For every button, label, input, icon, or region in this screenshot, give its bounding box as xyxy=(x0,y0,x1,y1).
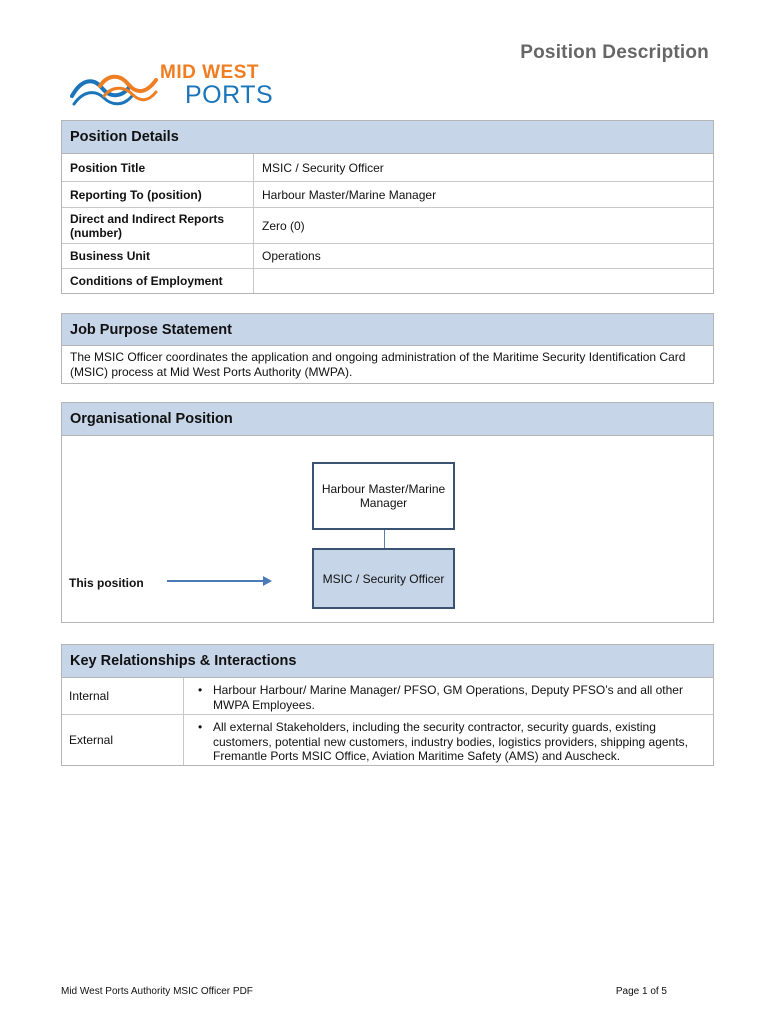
relationship-value xyxy=(184,715,713,765)
arrow-right-icon xyxy=(167,575,273,587)
details-value: Zero (0) xyxy=(262,218,305,233)
org-position-section xyxy=(61,402,714,623)
job-purpose-heading: Job Purpose Statement xyxy=(62,314,713,346)
relationship-row xyxy=(62,715,713,765)
details-label: Business Unit xyxy=(62,244,254,268)
details-row xyxy=(62,208,713,244)
details-value: Operations xyxy=(262,249,321,263)
job-purpose-section xyxy=(61,313,714,384)
org-chart-connector xyxy=(384,530,385,548)
relationship-row xyxy=(62,678,713,715)
job-purpose-text: The MSIC Officer coordinates the application and ongoing administration of the Maritime Security Identification Card (MSIC) process at Mid West Ports Authority (MWPA). xyxy=(70,350,686,379)
relationship-value xyxy=(184,678,713,714)
details-row xyxy=(62,154,713,182)
logo-text-mid-west: MID WEST xyxy=(160,62,259,83)
footer-page-number: Page 1 of 5 xyxy=(615,986,667,997)
org-position-heading: Organisational Position xyxy=(62,403,713,436)
document-title: Position Description xyxy=(520,42,709,63)
position-details-section xyxy=(61,120,714,294)
details-row xyxy=(62,182,713,208)
details-label: Conditions of Employment xyxy=(62,269,254,293)
footer-document-name: Mid West Ports Authority MSIC Officer PDF xyxy=(61,986,253,997)
position-details-heading: Position Details xyxy=(62,121,713,154)
wave-logo-icon xyxy=(70,66,160,110)
logo-text-ports: PORTS xyxy=(185,81,274,109)
bullet-point: • xyxy=(198,720,203,734)
key-relationships-section xyxy=(61,644,714,766)
details-value: MSIC / Security Officer xyxy=(262,160,384,175)
key-relationships-heading: Key Relationships & Interactions xyxy=(62,645,713,678)
details-label: Reporting To (position) xyxy=(62,182,254,207)
details-value: Harbour Master/Marine Manager xyxy=(262,187,437,202)
details-label: Position Title xyxy=(62,154,254,181)
relationship-label: Internal xyxy=(62,678,184,714)
org-chart-this-position-box: MSIC / Security Officer xyxy=(312,548,455,609)
details-value xyxy=(254,269,713,293)
this-position-label: This position xyxy=(69,576,144,590)
org-chart-manager-box: Harbour Master/Marine Manager xyxy=(312,462,455,530)
relationship-text: Harbour Harbour/ Marine Manager/ PFSO, GM Operations, Deputy PFSO’s and all other MWPA Employees. xyxy=(213,683,683,712)
details-row xyxy=(62,244,713,269)
details-row xyxy=(62,269,713,293)
details-label: Direct and Indirect Reports (number) xyxy=(62,208,254,243)
mid-west-ports-logo xyxy=(70,60,274,112)
relationship-label: External xyxy=(62,715,184,765)
bullet-point: • xyxy=(198,683,203,697)
relationship-text: All external Stakeholders, including the security contractor, security guards, existing customers, potential new customers, industry bodies, logistics providers, shipping agents, Fremantle Ports MSIC Office, Aviation Maritime Safety (AMS) and Auscheck. xyxy=(213,720,688,763)
